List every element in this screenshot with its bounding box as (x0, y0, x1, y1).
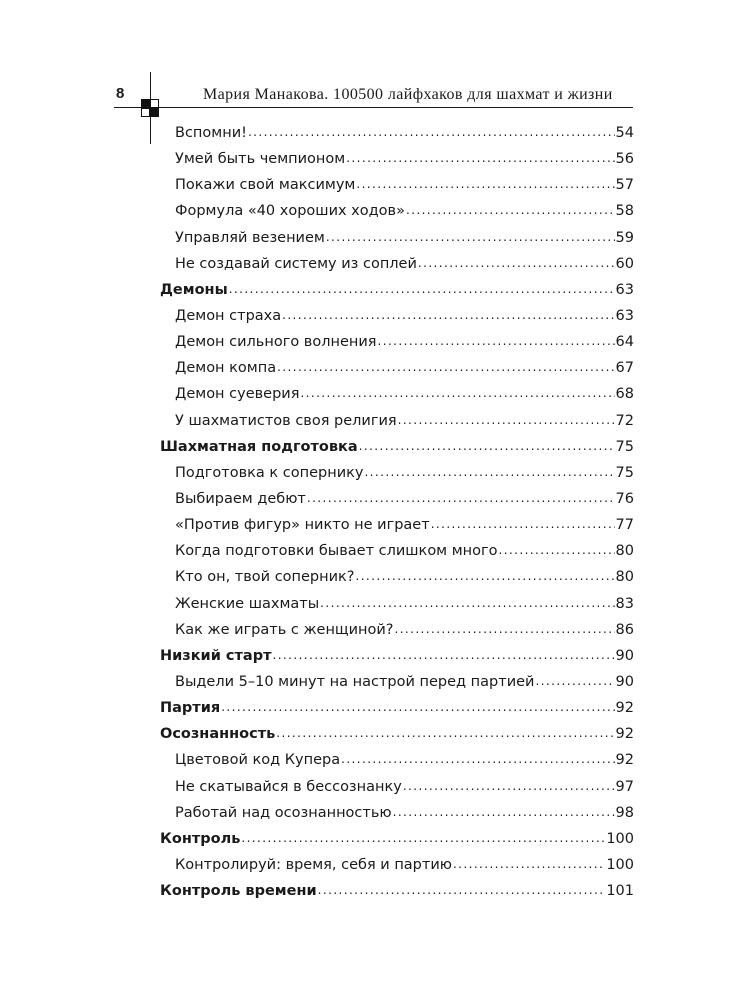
toc-entry-title: Работай над осознанностью (175, 804, 392, 821)
toc-entry-page: 92 (615, 726, 634, 743)
toc-entry-page: 86 (615, 621, 634, 638)
toc-item (160, 512, 634, 538)
toc-item (160, 146, 634, 172)
dot-leader (282, 302, 614, 328)
toc-entry-page: 92 (615, 700, 634, 717)
toc-entry-page: 77 (615, 517, 634, 534)
toc-entry-page: 100 (606, 856, 634, 873)
toc-entry-page: 75 (615, 438, 634, 455)
toc-item (160, 852, 634, 878)
dot-leader (403, 773, 615, 799)
toc-entry-page: 59 (615, 229, 634, 246)
chessboard-ornament-icon (141, 99, 159, 117)
dot-leader (398, 407, 615, 433)
toc-entry-title: Женские шахматы (175, 595, 320, 612)
dot-leader (300, 380, 614, 406)
toc-item (160, 329, 634, 355)
toc-item (160, 381, 634, 407)
toc-section (160, 878, 634, 904)
toc-item (160, 225, 634, 251)
toc-entry-page: 80 (615, 543, 634, 560)
dot-leader (241, 825, 605, 851)
toc-entry-title: Формула «40 хороших ходов» (175, 203, 405, 220)
toc-entry-title: Контролируй: время, себя и партию (175, 856, 452, 873)
dot-leader (248, 119, 615, 145)
dot-leader (221, 694, 614, 720)
dot-leader (318, 877, 606, 903)
dot-leader (364, 459, 614, 485)
dot-leader (394, 616, 614, 642)
toc-item (160, 251, 634, 277)
toc-section (160, 695, 634, 721)
toc-entry-page: 54 (615, 125, 634, 141)
toc-item (160, 774, 634, 800)
toc-entry-title: Подготовка к сопернику (175, 464, 364, 481)
dot-leader (406, 197, 615, 223)
dot-leader (307, 485, 615, 511)
toc-entry-page: 58 (615, 203, 634, 220)
toc-entry-page: 60 (615, 255, 634, 272)
dot-leader (320, 590, 614, 616)
toc-entry-title: Контроль времени (160, 883, 317, 900)
toc-entry-title: Партия (160, 700, 221, 717)
toc-item (160, 800, 634, 826)
dot-leader (378, 328, 615, 354)
toc-entry-title: Управляй везением (175, 229, 325, 246)
header-rule (114, 107, 633, 108)
table-of-contents (160, 120, 634, 904)
toc-entry-title: Демон суеверия (175, 386, 300, 403)
toc-item (160, 747, 634, 773)
toc-entry-page: 76 (615, 490, 634, 507)
toc-entry-page: 97 (615, 778, 634, 795)
toc-section (160, 826, 634, 852)
toc-entry-title: Выдели 5–10 минут на настрой перед партией (175, 673, 535, 690)
toc-entry-page: 80 (615, 569, 634, 586)
dot-leader (356, 171, 614, 197)
dot-leader (273, 642, 615, 668)
dot-leader (418, 250, 615, 276)
toc-item (160, 408, 634, 434)
toc-item (160, 355, 634, 381)
toc-entry-title: Умей быть чемпионом (175, 151, 346, 168)
toc-entry-page: 75 (615, 464, 634, 481)
toc-entry-page: 92 (615, 752, 634, 769)
toc-entry-page: 68 (615, 386, 634, 403)
toc-entry-title: Покажи свой максимум (175, 177, 356, 194)
toc-entry-page: 63 (615, 281, 634, 298)
toc-item (160, 303, 634, 329)
dot-leader (229, 276, 615, 302)
toc-entry-title: Контроль (160, 830, 241, 847)
toc-entry-title: Низкий старт (160, 647, 272, 664)
toc-entry-title: Осознанность (160, 726, 276, 743)
toc-entry-page: 100 (606, 830, 634, 847)
toc-item (160, 486, 634, 512)
page-number: 8 (116, 85, 125, 102)
dot-leader (326, 224, 615, 250)
toc-entry-page: 57 (615, 177, 634, 194)
toc-entry-title: Кто он, твой соперник? (175, 569, 355, 586)
toc-item (160, 564, 634, 590)
toc-entry-title: Демон сильного волнения (175, 334, 377, 351)
toc-item (160, 617, 634, 643)
toc-entry-title: Демон компа (175, 360, 277, 377)
toc-item (160, 460, 634, 486)
dot-leader (453, 851, 605, 877)
toc-entry-title: Цветовой код Купера (175, 752, 341, 769)
toc-entry-title: Вспомни! (175, 125, 247, 141)
toc-entry-page: 56 (615, 151, 634, 168)
toc-entry-title: «Против фигур» никто не играет (175, 517, 430, 534)
toc-entry-page: 64 (615, 334, 634, 351)
toc-entry-title: Как же играть с женщиной? (175, 621, 394, 638)
toc-item (160, 198, 634, 224)
toc-entry-title: Выбираем дебют (175, 490, 306, 507)
dot-leader (359, 433, 615, 459)
toc-entry-title: У шахматистов своя религия (175, 412, 397, 429)
toc-section (160, 721, 634, 747)
dot-leader (535, 668, 614, 694)
toc-item (160, 669, 634, 695)
toc-entry-title: Не создавай систему из соплей (175, 255, 417, 272)
dot-leader (356, 563, 615, 589)
dot-leader (431, 511, 615, 537)
toc-entry-page: 67 (615, 360, 634, 377)
toc-section (160, 434, 634, 460)
toc-entry-title: Демоны (160, 281, 228, 298)
toc-entry-page: 90 (615, 647, 634, 664)
toc-item (160, 120, 634, 146)
dot-leader (393, 799, 615, 825)
toc-entry-page: 72 (615, 412, 634, 429)
dot-leader (341, 746, 614, 772)
toc-entry-page: 90 (615, 673, 634, 690)
running-header: Мария Манакова. 100500 лайфхаков для шахмат и жизни (203, 86, 613, 103)
toc-entry-page: 83 (615, 595, 634, 612)
toc-item (160, 172, 634, 198)
toc-entry-page: 98 (615, 804, 634, 821)
dot-leader (346, 145, 614, 171)
toc-entry-title: Демон страха (175, 307, 282, 324)
toc-entry-page: 101 (606, 883, 634, 900)
dot-leader (499, 537, 615, 563)
dot-leader (277, 354, 614, 380)
toc-entry-title: Когда подготовки бывает слишком много (175, 543, 498, 560)
toc-entry-title: Не скатывайся в бессознанку (175, 778, 402, 795)
toc-entry-page: 63 (615, 307, 634, 324)
toc-section (160, 643, 634, 669)
toc-section (160, 277, 634, 303)
toc-item (160, 591, 634, 617)
toc-item (160, 538, 634, 564)
toc-entry-title: Шахматная подготовка (160, 438, 358, 455)
dot-leader (276, 720, 614, 746)
